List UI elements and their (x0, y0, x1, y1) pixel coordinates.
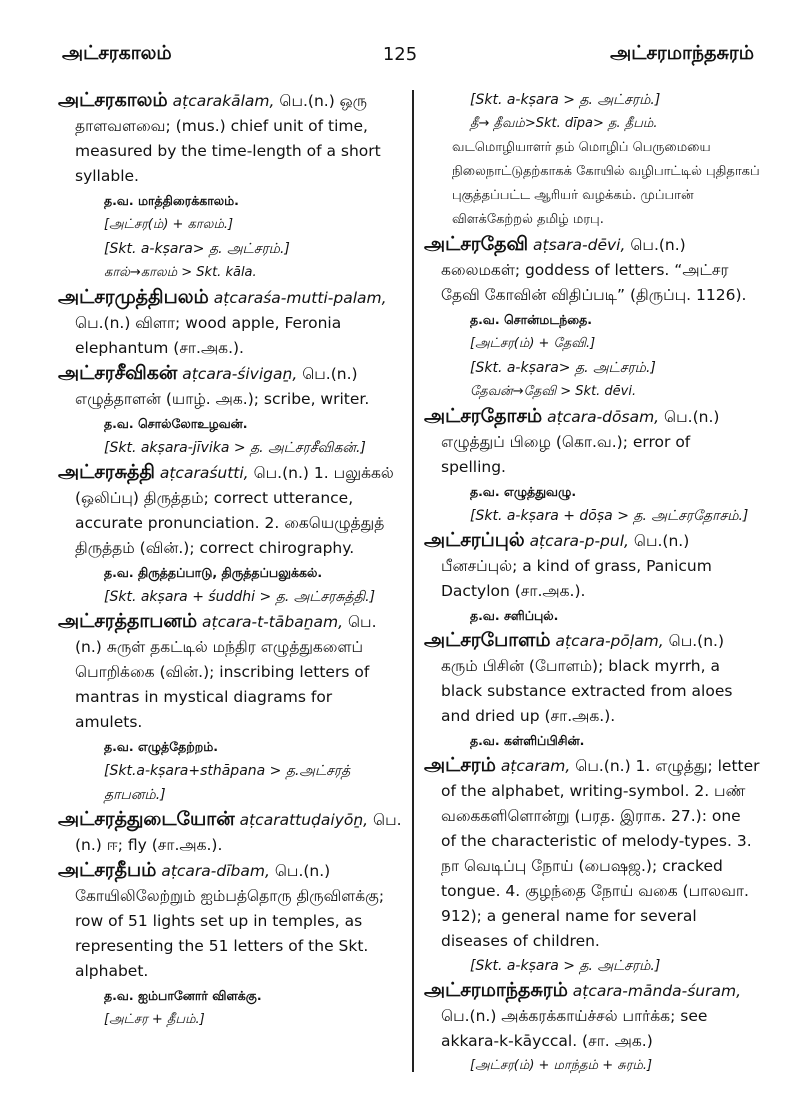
definition: பெ.(n.) சுருள் தகட்டில் மந்திர எழுத்துகளைப் பொறிக்கை (வின்.); inscribing letters of mantras in mystical diagrams for amulets. (75, 613, 377, 731)
headword: அட்சரம் (424, 754, 496, 776)
definition: பெ.(n.) எழுத்தாளன் (யாழ். அக.); scribe, writer. (75, 365, 370, 408)
etymology-note: [அட்சர(ம்) + காலம்.] (104, 217, 234, 232)
etymology-note: தீ→ தீவம்>Skt. dīpa> த. தீபம். (470, 116, 658, 131)
definition: பெ.(n.) 1. பலுக்கல் (ஒலிப்பு) திருத்தம்; correct utterance, accurate pronunciation. 2. கையெழுத்துத் திருத்தம் (வின்.); correct chirography. (75, 464, 394, 557)
etymology-note: [Skt.a-kṣara+sthāpana > த.அட்சரத் தாபனம்.] (104, 763, 351, 803)
etymology-note: [அட்சர(ம்) + மாந்தம் + சுரம்.] (470, 1058, 653, 1073)
headword: அட்சரசீவிகன் (58, 362, 178, 384)
tamil-equivalent: த.வ. எழுத்துவழு. (470, 484, 577, 499)
dictionary-entry (424, 528, 760, 604)
headword: அட்சரப்புல் (424, 529, 525, 551)
transliteration: aṭcarakālam, (172, 92, 275, 110)
etymology-note: தேவன்→தேவி > Skt. dēvi. (470, 384, 637, 399)
running-head-left: அட்சரகாலம் (62, 42, 172, 64)
transliteration: aṭcara-dōsam, (547, 408, 660, 426)
etymology-note: [Skt. a-kṣara + dōṣa > த. அட்சரதோசம்.] (470, 508, 749, 524)
etymology-note: [Skt. a-kṣara > த. அட்சரம்.] (470, 92, 661, 108)
transliteration: aṭcara-p-pul, (529, 532, 629, 550)
transliteration: aṭcaraśa-mutti-palam, (213, 289, 387, 307)
transliteration: aṭcaram, (500, 757, 571, 775)
etymology-note: [Skt. a-kṣara > த. அட்சரம்.] (470, 958, 661, 974)
definition: பெ.(n.) கரும் பிசின் (போளம்); black myrrh, a black substance extracted from aloes and dried up (சா.அக.). (441, 632, 733, 725)
tamil-equivalent: த.வ. சொல்லோஉழவன். (104, 416, 248, 431)
transliteration: aṭcaraśutti, (159, 464, 249, 482)
headword: அட்சரமுத்திபலம் (58, 286, 209, 308)
transliteration: aṭcara-mānda-śuram, (572, 982, 742, 1000)
definition: பெ.(n.) ஈ; fly (சா.அக.). (75, 811, 402, 854)
tamil-equivalent: த.வ. எழுத்தேற்றம். (104, 739, 219, 754)
running-head-right: அட்சரமாந்தசுரம் (610, 42, 754, 64)
headword: அட்சரதேவி (424, 233, 529, 255)
headword: அட்சரகாலம் (58, 89, 168, 111)
etymology-note: கால்→காலம் > Skt. kāla. (104, 265, 257, 280)
transliteration: aṭcara-t-tābaṉam, (202, 613, 344, 631)
definition: பெ.(n.) கோயிலிலேற்றும் ஐம்பத்தொரு திருவிளக்கு; row of 51 lights set up in temples, as representing the 51 letters of the Skt. alphabet. (75, 862, 385, 980)
dictionary-entry (424, 978, 760, 1054)
etymology-note: [Skt. a-kṣara> த. அட்சரம்.] (470, 360, 656, 376)
transliteration: aṭcarattuḍaiyōṉ, (239, 811, 369, 829)
definition: பெ.(n.) பீனசப்புல்; a kind of grass, Panicum Dactylon (சா.அக.). (441, 532, 712, 600)
transliteration: aṭsara-dēvi, (533, 236, 626, 254)
headword: அட்சரபோளம் (424, 629, 551, 651)
tamil-equivalent: த.வ. திருத்தப்பாடு, திருத்தப்பலுக்கல். (104, 565, 323, 580)
etymology-note: [Skt. akṣara + śuddhi > த. அட்சரசுத்தி.] (104, 589, 376, 605)
dictionary-entry (424, 753, 760, 954)
headword: அட்சரதோசம் (424, 405, 543, 427)
headword: அட்சரசுத்தி (58, 461, 155, 483)
etymology-note: [அட்சர + தீபம்.] (104, 1012, 205, 1027)
tamil-equivalent: த.வ. சொன்மடந்தை. (470, 312, 593, 327)
dictionary-entry (58, 285, 402, 361)
explanatory-note: வடமொழியாளர் தம் மொழிப் பெருமையை நிலைநாட்டுதற்காகக் கோயில் வழிபாட்டில் புதிதாகப் புகுத்தப்பட்ட ஆரியர் வழக்கம். முப்பான் விளக்கேற்றல் தமிழ் மரபு. (452, 140, 760, 227)
definition: பெ.(n.) எழுத்துப் பிழை (கொ.வ.); error of spelling. (441, 408, 720, 476)
transliteration: aṭcara-pōḷam, (555, 632, 664, 650)
page-number: 125 (382, 44, 418, 65)
dictionary-entry (58, 88, 402, 189)
headword: அட்சரத்தாபனம் (58, 610, 198, 632)
etymology-note: [Skt. a-kṣara> த. அட்சரம்.] (104, 241, 290, 257)
tamil-equivalent: த.வ. கள்ளிப்பிசின். (470, 733, 585, 748)
dictionary-entry (58, 609, 402, 735)
transliteration: aṭcara-śivigaṉ, (182, 365, 298, 383)
etymology-note: [Skt. akṣara-jīvika > த. அட்சரசீவிகன்.] (104, 440, 366, 456)
right-column (424, 88, 760, 1078)
etymology-note: [அட்சர(ம்) + தேவி.] (470, 336, 596, 351)
dictionary-entry (424, 628, 760, 729)
column-divider (412, 90, 414, 1072)
headword: அட்சரதீபம் (58, 859, 157, 881)
definition: பெ.(n.) அக்கரக்காய்ச்சல் பார்க்க; see akkara-k-kāyccal. (சா. அக.) (441, 1007, 708, 1050)
tamil-equivalent: த.வ. சளிப்புல். (470, 608, 559, 623)
definition: பெ.(n.) 1. எழுத்து; letter of the alphabet, writing-symbol. 2. பண் வகைகளிளொன்று (பரத. இராக. 27.): one of the characteristic of melody-types. 3. நா வெடிப்பு நோய் (பைஷஜ.); cracked tongue. 4. குழந்தை நோய் வகை (பாலவா. 912); a general name for several diseases of children. (441, 757, 760, 950)
dictionary-entry (58, 460, 402, 561)
dictionary-entry (58, 807, 402, 858)
dictionary-entry (424, 232, 760, 308)
dictionary-entry (58, 361, 402, 412)
dictionary-entry (424, 404, 760, 480)
transliteration: aṭcara-dībam, (161, 862, 270, 880)
headword: அட்சரத்துடையோன் (58, 808, 235, 830)
definition: பெ.(n.) விளா; wood apple, Feronia elephantum (சா.அக.). (75, 314, 342, 357)
left-column (58, 88, 402, 1032)
tamil-equivalent: த.வ. மாத்திரைக்காலம். (104, 193, 239, 208)
definition: பெ.(n.) ஒரு தாளவளவை; (mus.) chief unit of time, measured by the time-length of a short syllable. (75, 92, 381, 185)
dictionary-entry (58, 858, 402, 984)
tamil-equivalent: த.வ. ஐம்பானோர் விளக்கு. (104, 988, 262, 1003)
headword: அட்சரமாந்தசுரம் (424, 979, 568, 1001)
definition: பெ.(n.) கலைமகள்; goddess of letters. “அட்சர தேவி கோவின் விதிப்படி” (திருப்பு. 1126). (441, 236, 747, 304)
